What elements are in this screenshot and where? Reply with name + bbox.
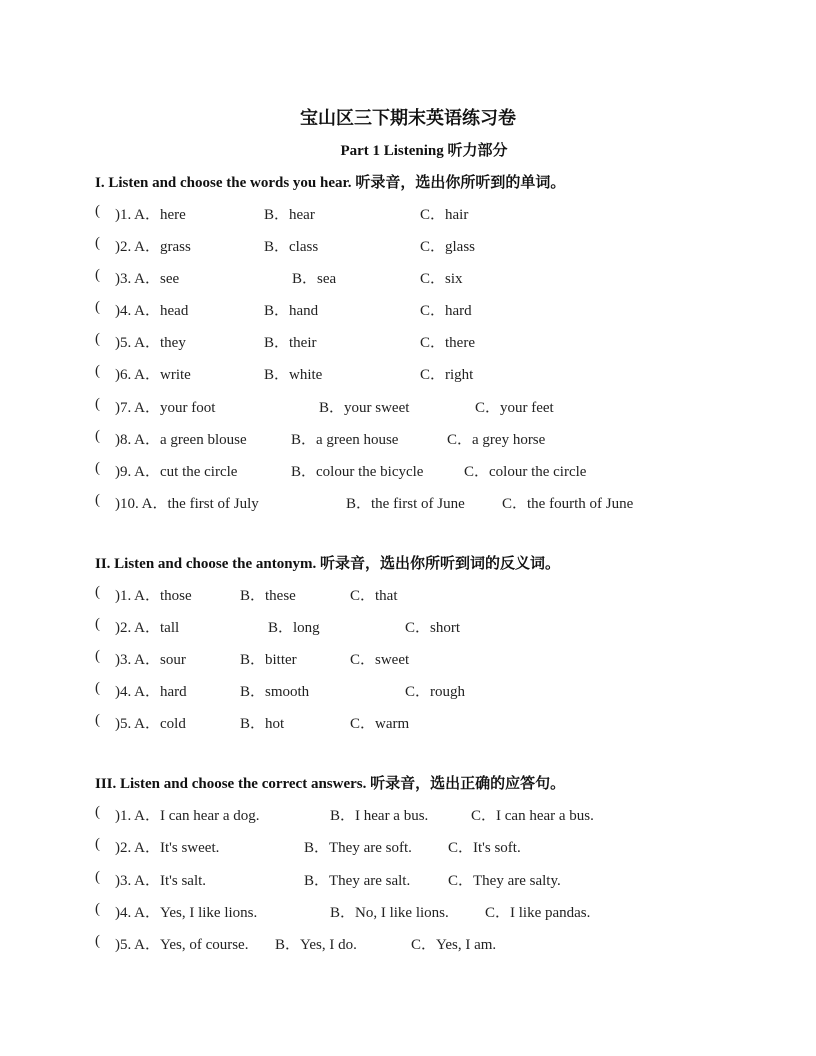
option-a: )8. A．a green blouse	[115, 432, 247, 448]
option-a: )1. A．I can hear a dog.	[115, 808, 260, 824]
option-b: B．a green house	[291, 432, 399, 448]
option-c: C．sweet	[350, 652, 410, 668]
option-b: B．They are soft.	[304, 840, 412, 856]
answer-blank[interactable]: (	[95, 331, 100, 347]
answer-blank[interactable]: (	[95, 869, 100, 885]
page-title: 宝山区三下期末英语练习卷	[300, 108, 516, 129]
option-a: )6. A．write	[115, 367, 191, 383]
option-a: )5. A．they	[115, 335, 186, 351]
option-a: )3. A．It's salt.	[115, 873, 207, 889]
option-b: B．hear	[264, 207, 315, 223]
option-b: B．your sweet	[319, 400, 410, 416]
option-c: C．hair	[420, 207, 469, 223]
section-1-heading-cn: 听录音，选出你所听到的单词。	[355, 173, 566, 191]
option-b: B．hand	[264, 303, 319, 319]
option-b: B．white	[264, 367, 323, 383]
option-b: B．smooth	[240, 684, 310, 700]
option-c: C．colour the circle	[464, 464, 587, 480]
option-a: )4. A．head	[115, 303, 189, 319]
answer-blank[interactable]: (	[95, 460, 100, 476]
option-c: C．warm	[350, 716, 410, 732]
option-a: )1. A．those	[115, 588, 192, 604]
option-b: B．I hear a bus.	[330, 808, 429, 824]
answer-blank[interactable]: (	[95, 267, 100, 283]
answer-blank[interactable]: (	[95, 235, 100, 251]
option-c: C．that	[350, 588, 398, 604]
option-b: B．No, I like lions.	[330, 905, 449, 921]
option-a: )4. A．hard	[115, 684, 187, 700]
option-a: )7. A．your foot	[115, 400, 216, 416]
option-b: B．bitter	[240, 652, 297, 668]
option-c: C．I can hear a bus.	[471, 808, 594, 824]
option-b: B．colour the bicycle	[291, 464, 424, 480]
option-c: C．hard	[420, 303, 472, 319]
option-a: )3. A．sour	[115, 652, 186, 668]
option-b: B．They are salt.	[304, 873, 411, 889]
answer-blank[interactable]: (	[95, 203, 100, 219]
answer-blank[interactable]: (	[95, 584, 100, 600]
answer-blank[interactable]: (	[95, 836, 100, 852]
option-c: C．there	[420, 335, 475, 351]
answer-blank[interactable]: (	[95, 712, 100, 728]
option-c: C．six	[420, 271, 463, 287]
answer-blank[interactable]: (	[95, 492, 100, 508]
option-b: B．hot	[240, 716, 285, 732]
option-c: C．I like pandas.	[485, 905, 591, 921]
answer-blank[interactable]: (	[95, 396, 100, 412]
option-a: )5. A．cold	[115, 716, 186, 732]
answer-blank[interactable]: (	[95, 933, 100, 949]
answer-blank[interactable]: (	[95, 363, 100, 379]
option-c: C．rough	[405, 684, 466, 700]
section-2-heading-cn: 听录音，选出你所听到词的反义词。	[320, 554, 561, 572]
option-b: B．sea	[292, 271, 337, 287]
answer-blank[interactable]: (	[95, 901, 100, 917]
option-b: B．long	[268, 620, 320, 636]
option-a: )9. A．cut the circle	[115, 464, 238, 480]
subtitle-en: Part 1 Listening	[340, 143, 448, 159]
answer-blank[interactable]: (	[95, 648, 100, 664]
option-c: C．right	[420, 367, 474, 383]
option-b: B．the first of June	[346, 496, 465, 512]
option-a: )10. A．the first of July	[115, 496, 259, 512]
option-c: C．your feet	[475, 400, 554, 416]
answer-blank[interactable]: (	[95, 804, 100, 820]
option-c: C．a grey horse	[447, 432, 546, 448]
part-subtitle	[0, 139, 816, 160]
answer-blank[interactable]: (	[95, 680, 100, 696]
option-a: )2. A．tall	[115, 620, 180, 636]
option-c: C．the fourth of June	[502, 496, 634, 512]
option-c: C．Yes, I am.	[411, 937, 497, 953]
option-a: )1. A．here	[115, 207, 186, 223]
option-a: )5. A．Yes, of course.	[115, 937, 249, 953]
option-c: C．short	[405, 620, 461, 636]
section-2-heading	[95, 552, 560, 573]
section-3-heading-cn: 听录音，选出正确的应答句。	[370, 774, 566, 792]
option-b: B．class	[264, 239, 319, 255]
answer-blank[interactable]: (	[95, 616, 100, 632]
answer-blank[interactable]: (	[95, 428, 100, 444]
option-b: B．their	[264, 335, 317, 351]
section-3-heading-en: III. Listen and choose the correct answers.	[95, 776, 371, 792]
option-c: C．glass	[420, 239, 476, 255]
option-c: C．It's soft.	[448, 840, 521, 856]
option-b: B．these	[240, 588, 296, 604]
option-a: )4. A．Yes, I like lions.	[115, 905, 258, 921]
section-2-heading-en: II. Listen and choose the antonym.	[95, 556, 321, 572]
option-b: B．Yes, I do.	[275, 937, 357, 953]
section-1-heading	[95, 171, 565, 192]
section-1-heading-en: I. Listen and choose the words you hear.	[95, 175, 356, 191]
answer-blank[interactable]: (	[95, 299, 100, 315]
subtitle-cn: 听力部分	[447, 141, 508, 159]
option-a: )2. A．grass	[115, 239, 191, 255]
option-a: )2. A．It's sweet.	[115, 840, 220, 856]
option-c: C．They are salty.	[448, 873, 561, 889]
option-a: )3. A．see	[115, 271, 180, 287]
section-3-heading	[95, 772, 565, 793]
